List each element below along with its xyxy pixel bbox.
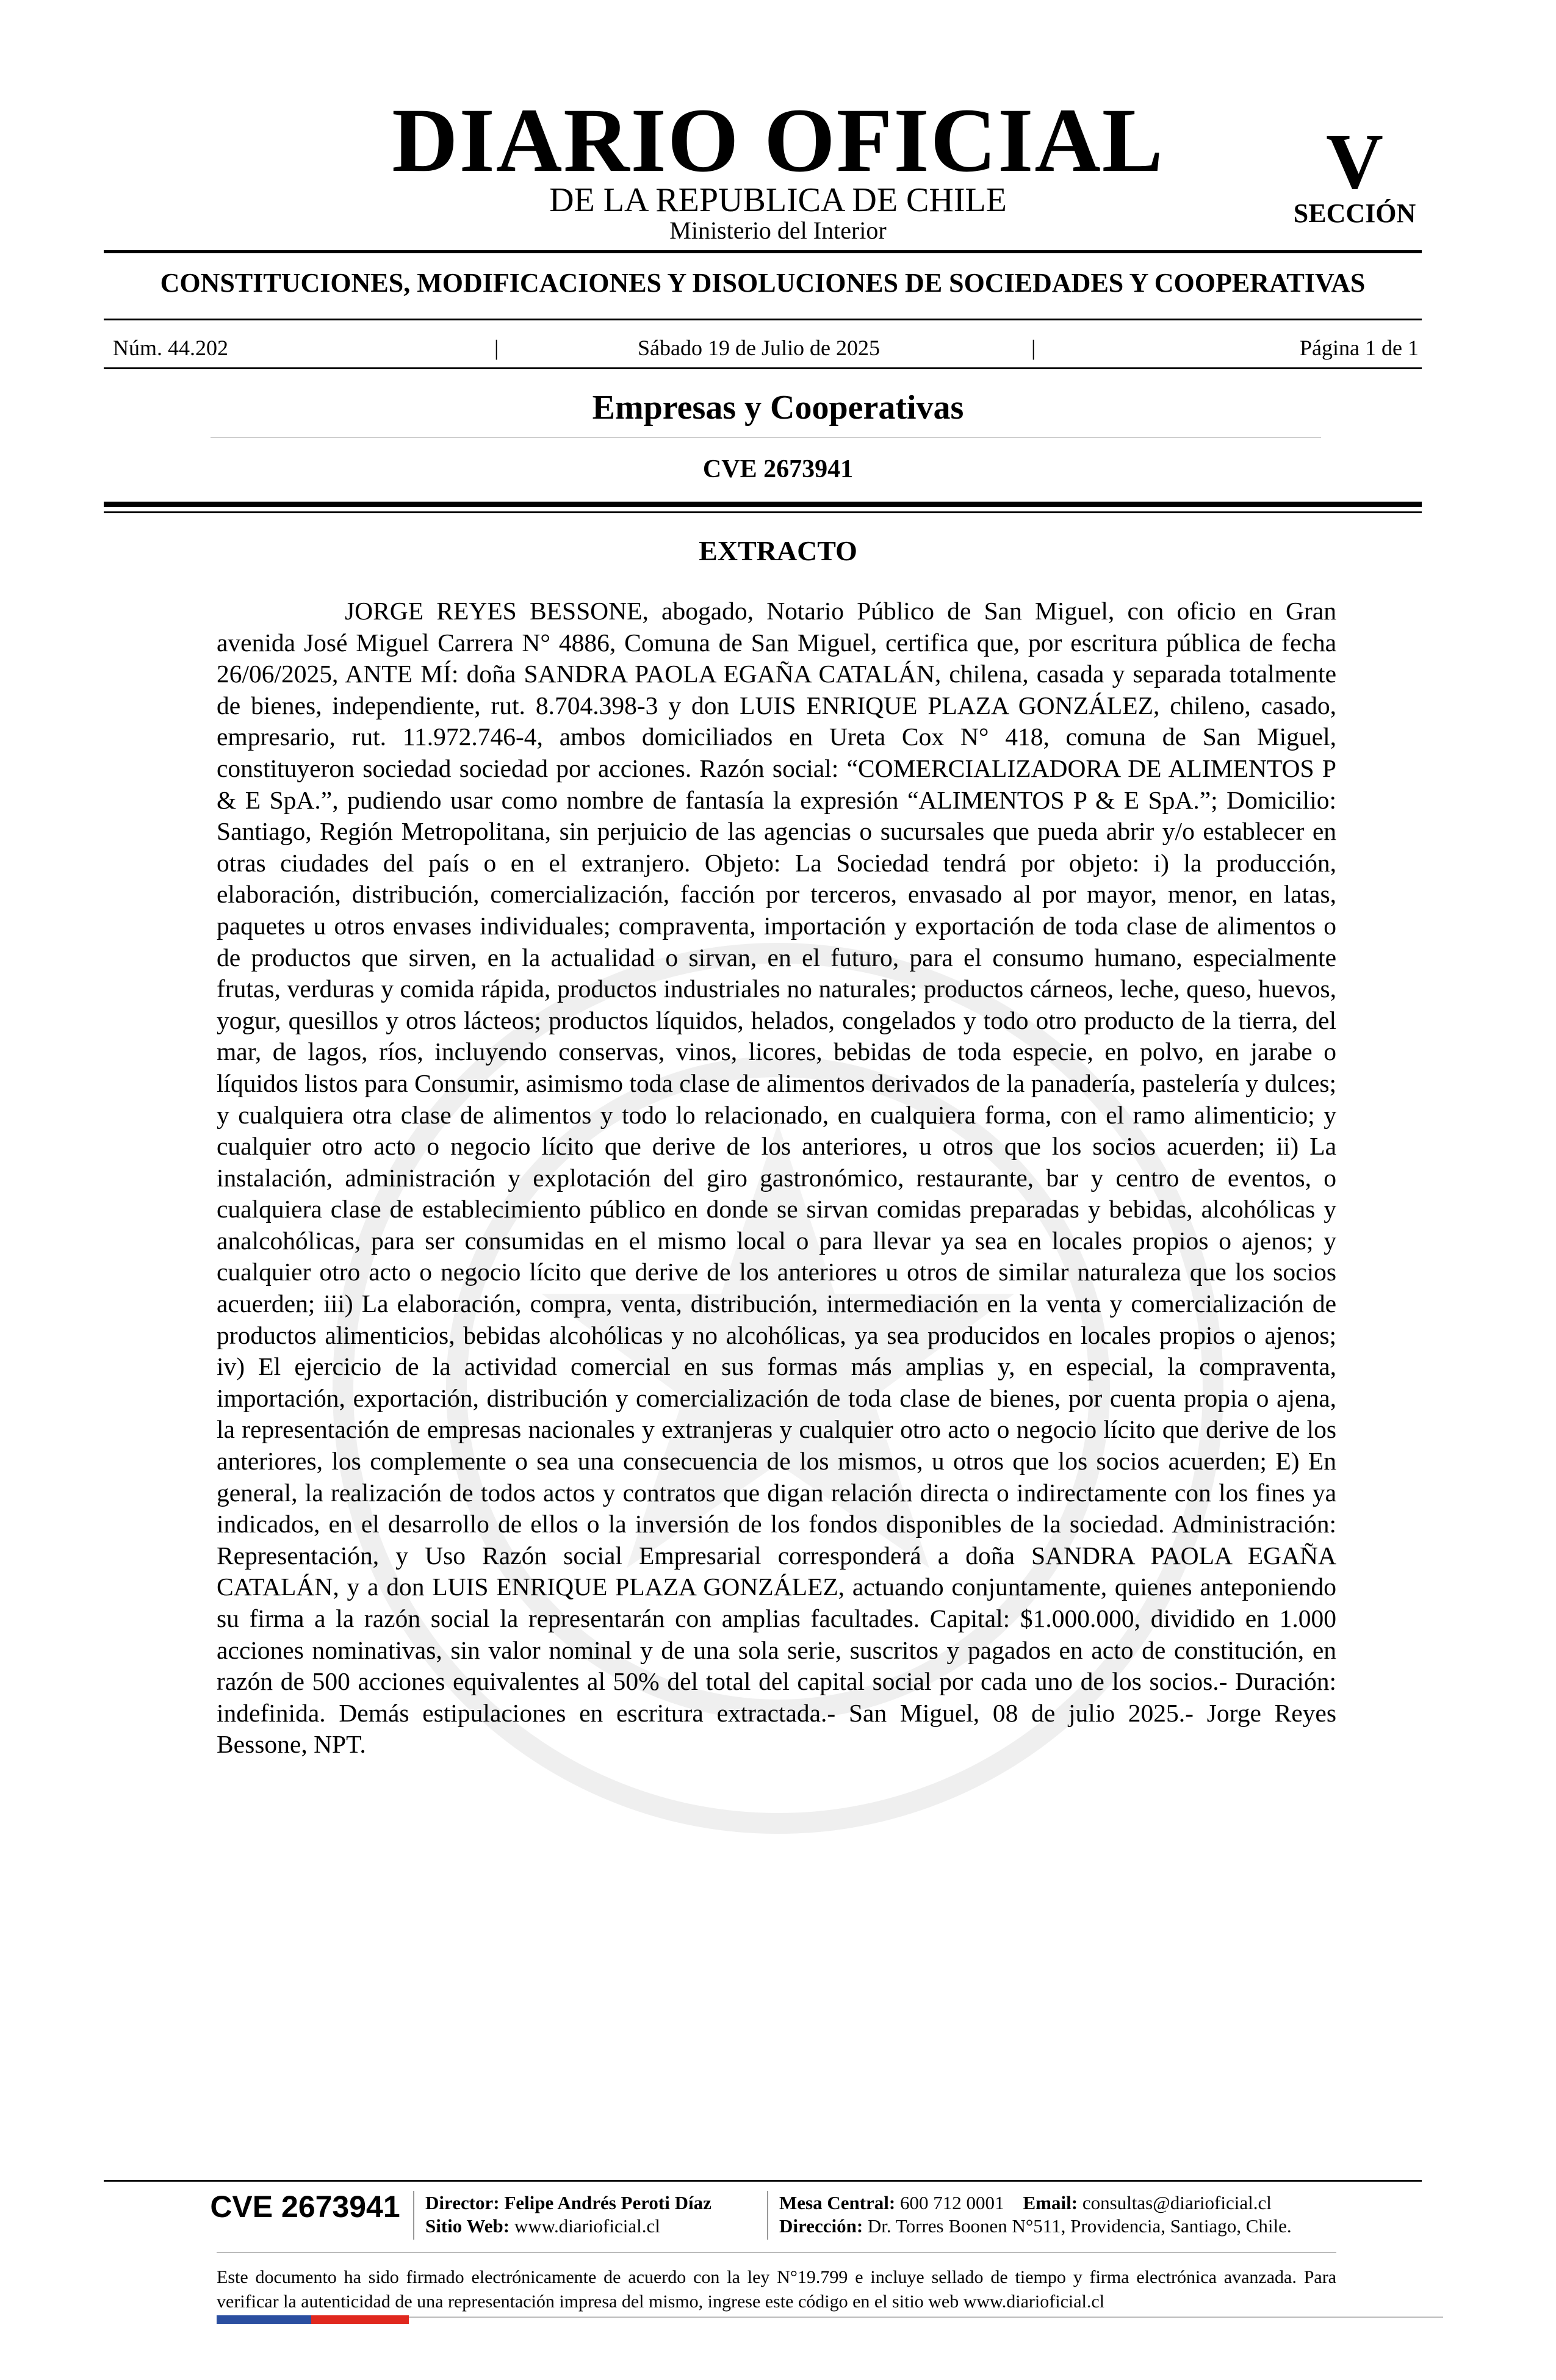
category-title: Empresas y Cooperativas — [592, 389, 964, 427]
director-value: Felipe Andrés Peroti Díaz — [504, 2192, 711, 2213]
footer-cve-code: CVE 2673941 — [210, 2190, 400, 2224]
flag-stripe-red — [311, 2315, 409, 2324]
website-link[interactable]: www.diarioficial.cl — [514, 2215, 660, 2237]
phone-label: Mesa Central: — [779, 2192, 896, 2213]
cve-rule-thick — [104, 502, 1422, 507]
footer-contact-block — [779, 2191, 1292, 2238]
cve-rule-thin — [104, 511, 1422, 513]
phone-value: 600 712 0001 — [900, 2192, 1004, 2213]
document-heading: EXTRACTO — [699, 535, 857, 566]
section-letter: V — [1326, 118, 1383, 206]
issue-info-row — [113, 336, 1419, 360]
footer-divider — [413, 2191, 414, 2240]
issue-page: Página 1 de 1 — [1300, 336, 1419, 360]
footer-director-block — [425, 2191, 711, 2238]
issue-date: Sábado 19 de Julio de 2025 — [638, 336, 880, 360]
issue-number: Núm. 44.202 — [113, 336, 228, 360]
email-link[interactable]: consultas@diarioficial.cl — [1082, 2192, 1272, 2213]
header-rule-top — [104, 250, 1422, 253]
header-rule-mid — [104, 319, 1422, 320]
issue-separator: | — [494, 336, 499, 360]
issue-separator: | — [1031, 336, 1036, 360]
section-label: SECCIÓN — [1293, 198, 1416, 228]
footer-rule-top — [104, 2180, 1422, 2182]
footer-signature-note: Este documento ha sido firmado electrónicamente de acuerdo con la ley N°19.799 e incluye sellado de tiempo y firma electrónica avanzada. Para verificar la autenticidad de una representación impresa del mismo, ingrese este código en el sitio web www.diarioficial.cl — [217, 2267, 1336, 2312]
website-label: Sitio Web: — [425, 2215, 510, 2237]
ministry-label: Ministerio del Interior — [669, 217, 887, 244]
footer-divider — [767, 2191, 768, 2240]
address-label: Dirección: — [779, 2215, 863, 2237]
email-label: Email: — [1023, 2192, 1078, 2213]
flag-stripe-blue — [217, 2315, 311, 2324]
issue-rule — [104, 367, 1422, 369]
category-underline — [211, 437, 1321, 438]
address-value: Dr. Torres Boonen N°511, Providencia, Santiago, Chile. — [867, 2215, 1292, 2237]
footer-rule-mid — [217, 2252, 1336, 2253]
masthead-subtitle: DE LA REPUBLICA DE CHILE — [549, 181, 1007, 219]
section-title: CONSTITUCIONES, MODIFICACIONES Y DISOLUCIONES DE SOCIEDADES Y COOPERATIVAS — [160, 268, 1366, 298]
masthead-title: DIARIO OFICIAL — [392, 90, 1164, 191]
cve-code: CVE 2673941 — [702, 455, 854, 483]
director-label: Director: — [425, 2192, 500, 2213]
document-body: JORGE REYES BESSONE, abogado, Notario Público de San Miguel, con oficio en Gran avenida José Miguel Carrera N° 4886, Comuna de San Miguel, certifica que, por escritura pública de fecha 26/06/2025, ANTE MÍ: doña SANDRA PAOLA EGAÑA CATALÁN, chilena, casada y separada totalmente de bienes, independiente, rut. 8.704.398-3 y don LUIS ENRIQUE PLAZA GONZÁLEZ, chileno, casado, empresario, rut. 11.972.746-4, ambos domiciliados en Ureta Cox N° 418, comuna de San Miguel, constituyeron sociedad sociedad por acciones. Razón social: “COMERCIALIZADORA DE ALIMENTOS P & E SpA.”, pudiendo usar como nombre de fantasía la expresión “ALIMENTOS P & E SpA.”; Domicilio: Santiago, Región Metropolitana, sin perjuicio de las agencias o sucursales que pueda abrir y/o establecer en otras ciudades del país o en el extranjero. Objeto: La Sociedad tendrá por objeto: i) la producción, elaboración, distribución, comercialización, facción por terceros, envasado al por mayor, menor, en latas, paquetes u otros envases individuales; compraventa, importación y exportación de toda clase de alimentos o de productos que sirven, en la actualidad o sirvan, en el futuro, para el consumo humano, especialmente frutas, verduras y comida rápida, productos industriales no naturales; productos cárneos, leche, queso, huevos, yogur, quesillos y otros lácteos; productos líquidos, helados, congelados y todo otro producto de la tierra, del mar, de lagos, ríos, incluyendo conservas, vinos, licores, bebidas de toda especie, en polvo, en jarabe o líquidos listos para Consumir, asimismo toda clase de alimentos derivados de la panadería, pastelería y dulces; y cualquiera otra clase de alimentos y todo lo relacionado, en cualquiera forma, con el ramo alimenticio; y cualquier otro acto o negocio lícito que derive de los anteriores, u otros que los socios acuerden; ii) La instalación, administración y explotación del giro gastronómico, restaurante, bar y centro de eventos, o cualquiera clase de establecimiento público en donde se sirvan comidas preparadas y bebidas, alcohólicas y analcohólicas, para ser consumidas en el mismo local o para llevar ya sea en locales propios o ajenos; y cualquier otro acto o negocio lícito que derive de los anteriores u otros de similar naturaleza que los socios acuerden; iii) La elaboración, compra, venta, distribución, intermediación en la venta y comercialización de productos alimenticios, bebidas alcohólicas y no alcohólicas, ya sea producidos en locales propios o ajenos; iv) El ejercicio de la actividad comercial en sus formas más amplias y, en especial, la compraventa, importación, exportación, distribución y comercialización de toda clase de bienes, por cuenta propia o ajena, la representación de empresas nacionales y extranjeras y cualquier otro acto o negocio lícito que derive de los anteriores, los complemente o sea una consecuencia de los mismos, u otros que los socios acuerden; E) En general, la realización de todos actos y contratos que digan relación directa o indirectamente con los fines ya indicados, en el desarrollo de ellos o la inversión de los fondos disponibles de la sociedad. Administración: Representación, y Uso Razón social Empresarial corresponderá a doña SANDRA PAOLA EGAÑA CATALÁN, y a don LUIS ENRIQUE PLAZA GONZÁLEZ, actuando conjuntamente, quienes anteponiendo su firma a la razón social la representarán con amplias facultades. Capital: $1.000.000, dividido en 1.000 acciones nominativas, sin valor nominal y de una sola serie, suscritos y pagados en acto de constitución, en razón de 500 acciones equivalentes al 50% del total del capital social por cada uno de los socios.- Duración: indefinida. Demás estipulaciones en escritura extractada.- San Miguel, 08 de julio 2025.- Jorge Reyes Bessone, NPT. — [217, 597, 1336, 1759]
